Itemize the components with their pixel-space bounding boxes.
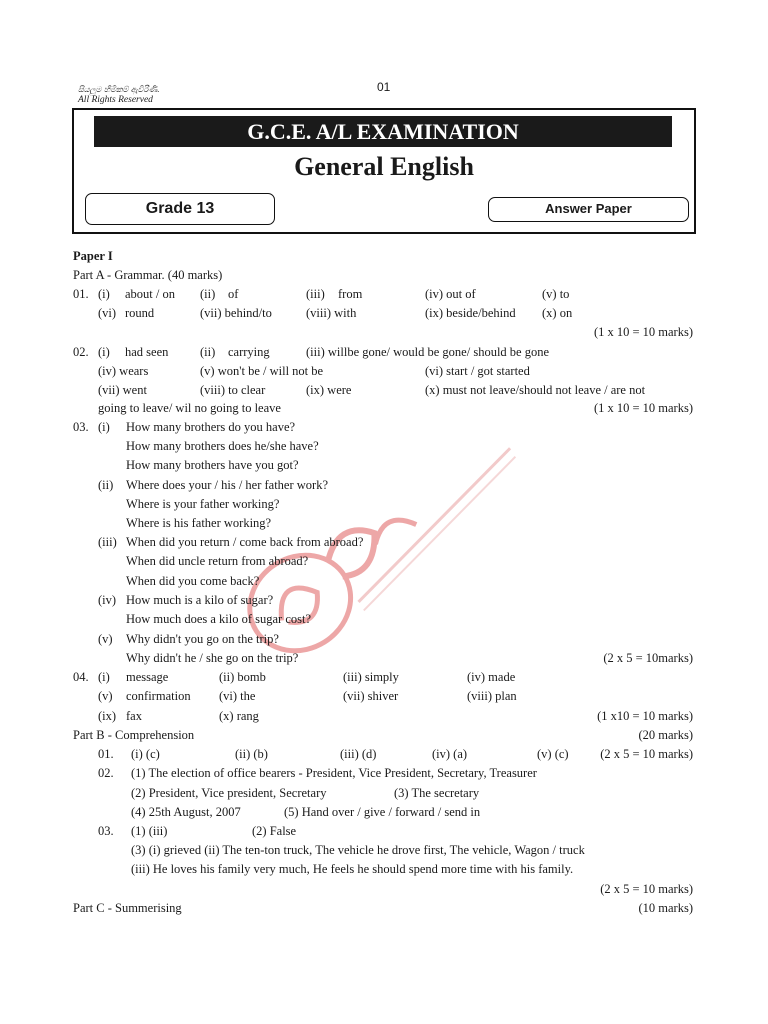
q01-answer: (viii) with <box>306 306 357 320</box>
q01-answer: (iv) out of <box>425 287 476 301</box>
q02-answer: (vi) start / got started <box>425 364 530 378</box>
b-q03-answer: (iii) He loves his family very much, He feels he should spend more time with his family. <box>131 862 574 876</box>
b-q01-answer: (i) (c) <box>131 747 160 761</box>
b-q02-answer: (5) Hand over / give / forward / send in <box>284 805 481 819</box>
b-q03-marks: (2 x 5 = 10 marks) <box>600 882 693 896</box>
b-q01-answer: (iv) (a) <box>432 747 468 761</box>
q04-answer: (viii) plan <box>467 689 517 703</box>
q03-item-label: (ii) <box>98 478 114 492</box>
paper-type-label: Answer Paper <box>488 197 689 222</box>
q01-answer: of <box>228 287 239 301</box>
b-q02-answer: (2) President, Vice president, Secretary <box>131 786 327 800</box>
q03-item-label: (iii) <box>98 535 117 549</box>
q03-answer-line: Where is his father working? <box>126 516 272 530</box>
q04-answer: (vii) shiver <box>343 689 399 703</box>
rights-sinhala: සියලුම හිමිකම් ඇවිරිණි. <box>78 85 160 94</box>
q03-answer-line: How much does a kilo of sugar cost? <box>126 612 312 626</box>
q02-answer: (i) <box>98 345 110 359</box>
q01-answer: (v) to <box>542 287 570 301</box>
q03-number: 03. <box>73 420 89 434</box>
q01-answer: (ix) beside/behind <box>425 306 516 320</box>
q02-answer: (iii) willbe gone/ would be gone/ should be gone <box>306 345 550 359</box>
q04-answer: confirmation <box>126 689 191 703</box>
b-q02-answer: (4) 25th August, 2007 <box>131 805 241 819</box>
q04-answer: (i) <box>98 670 110 684</box>
b-q02-answer: (1) The election of office bearers - President, Vice President, Secretary, Treasurer <box>131 766 537 780</box>
q01-answer: from <box>338 287 363 301</box>
q04-answer: (vi) the <box>219 689 256 703</box>
q02-answer: (viii) to clear <box>200 383 266 397</box>
b-q03-number: 03. <box>98 824 114 838</box>
q02-answer: going to leave/ wil no going to leave <box>98 401 281 415</box>
q01-answer: about / on <box>125 287 175 301</box>
q02-answer: (ii) <box>200 345 216 359</box>
q04-answer: (ii) bomb <box>219 670 266 684</box>
q03-answer-line: How many brothers do you have? <box>126 420 296 434</box>
q03-answer-line: When did you return / come back from abroad? <box>126 535 364 549</box>
q03-answer-line: When did uncle return from abroad? <box>126 554 309 568</box>
q01-answer: (iii) <box>306 287 325 301</box>
paper-label: Paper I <box>73 249 113 263</box>
b-q01-answer: (iii) (d) <box>340 747 377 761</box>
q03-marks: (2 x 5 = 10marks) <box>603 651 693 665</box>
q03-answer-line: When did you come back? <box>126 574 260 588</box>
q03-item-label: (i) <box>98 420 110 434</box>
q03-item-label: (v) <box>98 632 113 646</box>
q04-answer: (iv) made <box>467 670 516 684</box>
b-q03-answer: (1) (iii) <box>131 824 168 838</box>
b-q02-answer: (3) The secretary <box>394 786 480 800</box>
q04-answer: (ix) <box>98 709 117 723</box>
q01-answer: (vii) behind/to <box>200 306 272 320</box>
b-q01-answer: (ii) (b) <box>235 747 268 761</box>
b-q02-number: 02. <box>98 766 114 780</box>
q04-answer: (x) rang <box>219 709 259 723</box>
q03-answer-line: Why didn't you go on the trip? <box>126 632 279 646</box>
subject-title: General English <box>294 152 474 181</box>
q04-marks: (1 x10 = 10 marks) <box>597 709 693 723</box>
q03-answer-line: Where is your father working? <box>126 497 280 511</box>
b-q01-marks: (2 x 5 = 10 marks) <box>600 747 693 761</box>
b-q01-answer: (v) (c) <box>537 747 569 761</box>
q03-answer-line: How many brothers does he/she have? <box>126 439 319 453</box>
grade-label: Grade 13 <box>85 193 275 225</box>
part-b-marks: (20 marks) <box>638 728 693 742</box>
q01-answer: (ii) <box>200 287 216 301</box>
q04-answer: (v) <box>98 689 113 703</box>
q03-answer-line: Where does your / his / her father work? <box>126 478 329 492</box>
q01-answer: (i) <box>98 287 110 301</box>
q02-answer: (vii) went <box>98 383 147 397</box>
b-q03-answer: (2) False <box>252 824 297 838</box>
q03-answer-line: How many brothers have you got? <box>126 458 299 472</box>
q02-answer: had seen <box>125 345 169 359</box>
b-q01-number: 01. <box>98 747 114 761</box>
q01-answer: (x) on <box>542 306 573 320</box>
q04-answer: (iii) simply <box>343 670 399 684</box>
q03-item-label: (iv) <box>98 593 117 607</box>
q02-answer: (v) won't be / will not be <box>200 364 324 378</box>
part-c-marks: (10 marks) <box>638 901 693 915</box>
part-c-title: Part C - Summerising <box>73 901 182 915</box>
page-number: 01 <box>377 80 391 94</box>
exam-title: G.C.E. A/L EXAMINATION <box>94 116 672 147</box>
q02-answer: carrying <box>228 345 270 359</box>
q02-marks: (1 x 10 = 10 marks) <box>593 401 693 415</box>
q03-answer-line: Why didn't he / she go on the trip? <box>126 651 299 665</box>
rights-english: All Rights Reserved <box>78 95 153 105</box>
b-q03-answer: (3) (i) grieved (ii) The ten-ton truck, The vehicle he drove first, The vehicle, Wagon / truck <box>131 843 585 857</box>
q01-answer: round <box>125 306 155 320</box>
q04-answer: fax <box>126 709 142 723</box>
q02-answer: (ix) were <box>306 383 352 397</box>
q01-marks: (1 x 10 = 10 marks) <box>593 325 693 339</box>
q01-answer: (vi) <box>98 306 117 320</box>
part-b-title: Part B - Comprehension <box>73 728 195 742</box>
q04-answer: message <box>126 670 169 684</box>
q03-answer-line: How much is a kilo of sugar? <box>126 593 274 607</box>
q02-number: 02. <box>73 345 89 359</box>
part-a-title: Part A - Grammar. (40 marks) <box>73 268 223 282</box>
q02-answer: (iv) wears <box>98 364 149 378</box>
q04-number: 04. <box>73 670 89 684</box>
q01-number: 01. <box>73 287 89 301</box>
q02-answer: (x) must not leave/should not leave / are not <box>425 383 646 397</box>
